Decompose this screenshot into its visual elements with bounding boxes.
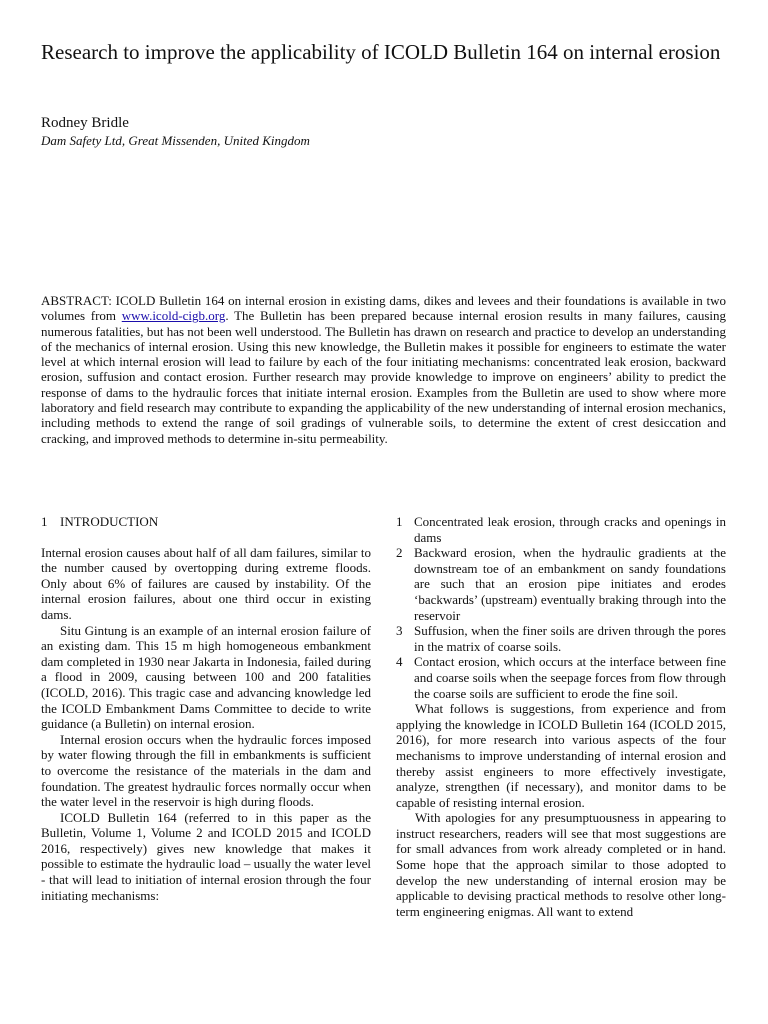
mechanism-text: Suffusion, when the finer soils are driven through the pores in the matrix of coarse soils. bbox=[414, 623, 726, 654]
mechanism-text: Backward erosion, when the hydraulic gradients at the downstream toe of an embankment on sandy foundations are such that an erosion pipe initiates and erodes ‘backwards’ (upstream) eventually braking through into the reservoir bbox=[414, 545, 726, 623]
mechanism-item bbox=[396, 623, 726, 654]
mechanism-text: Concentrated leak erosion, through cracks and openings in dams bbox=[414, 514, 726, 545]
author-affiliation: Dam Safety Ltd, Great Missenden, United Kingdom bbox=[41, 133, 310, 148]
intro-paragraph-5: What follows is suggestions, from experience and from applying the knowledge in ICOLD Bulletin 164 (ICOLD 2015, 2016), for more research into various aspects of the four mechanisms to improve understanding of internal erosion and thereby assist engineers to more effectively investigate, analyze, strengthen (if necessary), and monitor dams to be capable of resisting internal erosion. bbox=[396, 701, 726, 810]
section-title: INTRODUCTION bbox=[60, 514, 159, 529]
mechanism-item bbox=[396, 514, 726, 545]
abstract-text-end: . The Bulletin has been prepared because internal erosion results in many failures, causing numerous fatalities, but has not been well understood. The Bulletin has drawn on research and practice to develop an understanding of the mechanics of internal erosion. Using this new knowledge, the Bulletin makes it possible for engineers to estimate the water level at which internal erosion will lead to failure by each of the four initiating mechanisms: concentrated leak erosion, backward erosion, suffusion and contact erosion. Further research may provide knowledge to improve on engineers’ ability to predict the response of dams to the hydraulic forces that initiate internal erosion. Examples from the Bulletin are used to show where more laboratory and field research may contribute to expanding the applicability of the new understanding of internal erosion mechanics, including methods to extend the range of soil gradings of vulnerable soils, to determine the extent of crest desiccation and cracking, and improved methods to determine in-situ permeability. bbox=[41, 308, 726, 446]
mechanism-number: 1 bbox=[396, 514, 403, 529]
intro-paragraph-2: Situ Gintung is an example of an internal erosion failure of an existing dam. This 15 m high homogeneous embankment dam completed in 1930 near Jakarta in Indonesia, failed during a flood in 2009, causing between 100 and 200 fatalities (ICOLD, 2016). This tragic case and advancing knowledge led the ICOLD Embankment Dams Committee to decide to write guidance (a Bulletin) on internal erosion. bbox=[41, 622, 371, 732]
mechanism-number: 3 bbox=[396, 623, 403, 639]
left-column bbox=[41, 514, 371, 903]
intro-paragraph-6: With apologies for any presumptuousness in appearing to instruct researchers, readers will see that most suggestions are for small advances from work already completed or in hand. Some hope that the approach similar to those adopted to develop the new understanding of internal erosion may be applicable to devising practical methods to resolve other long-term engineering enigmas. All want to extend bbox=[396, 810, 726, 919]
intro-paragraph-3: Internal erosion occurs when the hydraulic forces imposed by water flowing through the fill in embankments is sufficient to overcome the resistance of the materials in the dam and foundation. The greatest hydraulic forces normally occur when the water level in the reservoir is high during floods. bbox=[41, 731, 371, 810]
intro-paragraph-1: Internal erosion causes about half of all dam failures, similar to the number caused by overtopping during extreme floods. Only about 6% of failures are caused by instability. Of the internal erosion failures, about one third occur in existing dams. bbox=[41, 544, 371, 622]
author-name: Rodney Bridle bbox=[41, 115, 129, 131]
mechanism-item bbox=[396, 545, 726, 623]
intro-paragraph-4: ICOLD Bulletin 164 (referred to in this paper as the Bulletin, Volume 1, Volume 2 and ICOLD 2015 and ICOLD 2016, respectively) gives new knowledge that makes it possible to estimate the hydraulic load – usually the water level - that will lead to initiation of internal erosion through the four initiating mechanisms: bbox=[41, 809, 371, 903]
section-heading bbox=[41, 514, 371, 530]
mechanism-text: Contact erosion, which occurs at the interface between fine and coarse soils when the seepage forces from flow through the coarse soils are sufficient to erode the fine soil. bbox=[414, 654, 726, 701]
abstract-text-start: ABSTRACT: ICOLD Bulletin 164 on internal erosion in existing dams, dikes and levees and their foundations is available in two volumes from bbox=[41, 293, 726, 324]
mechanism-list bbox=[396, 514, 726, 701]
abstract bbox=[41, 293, 726, 446]
paper-title: Research to improve the applicability of ICOLD Bulletin 164 on internal erosion bbox=[41, 40, 721, 64]
right-column bbox=[396, 514, 726, 919]
mechanism-item bbox=[396, 654, 726, 701]
mechanism-number: 4 bbox=[396, 654, 403, 670]
mechanism-number: 2 bbox=[396, 545, 403, 561]
icold-link[interactable]: www.icold-cigb.org bbox=[121, 308, 226, 324]
section-number: 1 bbox=[41, 514, 48, 529]
